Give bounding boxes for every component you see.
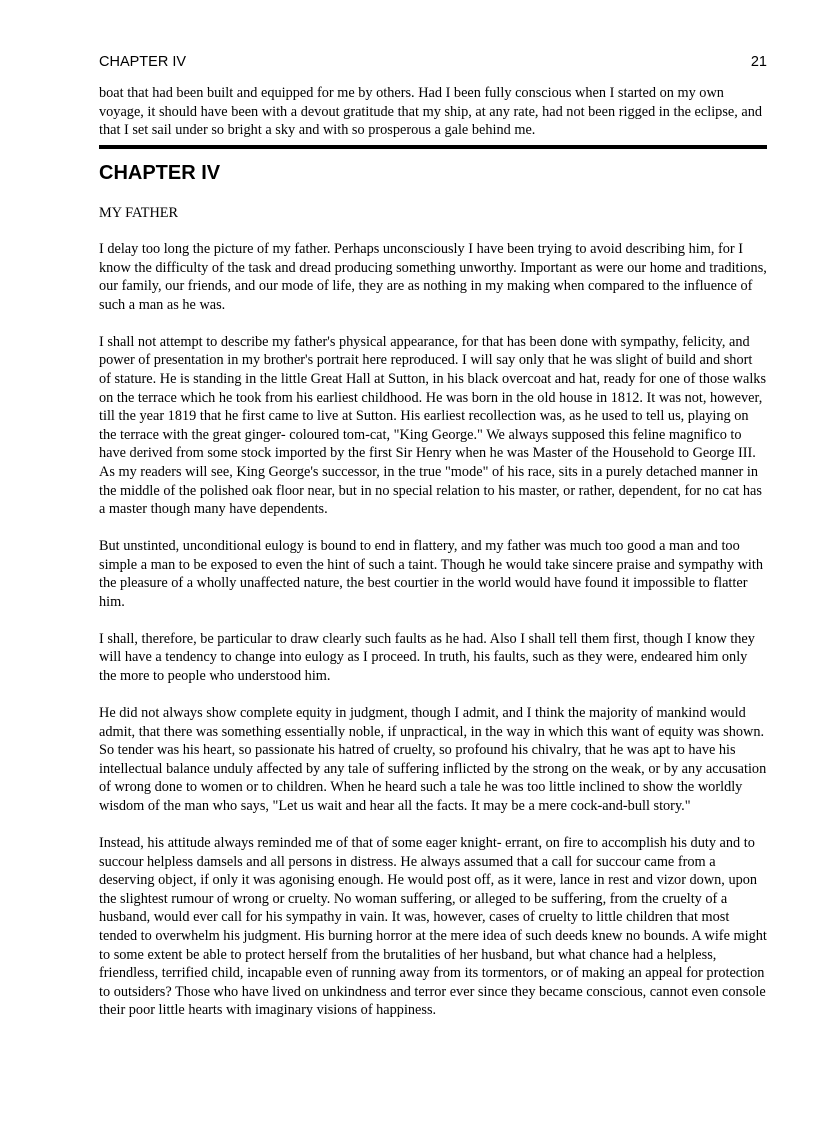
running-header (99, 52, 767, 72)
paragraph: He did not always show complete equity in judgment, though I admit, and I think the majority of mankind would admit, that there was something essentially noble, if unpractical, in the way in which this want of equity was shown. So tender was his heart, so passionate his hatred of cruelty, so profound his chivalry, that he was apt to have his intellectual balance unduly affected by any tale of suffering inflicted by the strong on the weak, or by any accusation of wrong done to women or to children. When he heard such a tale he was too little inclined to show the worldly wisdom of the man who says, "Let us wait and hear all the facts. It may be a mere cock-and-bull story." (99, 705, 767, 814)
chapter-body (99, 240, 767, 1038)
continuation-paragraph: boat that had been built and equipped for me by others. Had I been fully conscious when I started on my own voyage, it should have been with a devout gratitude that my ship, at any rate, had not been rigged in the eclipse, and that I set sail under so bright a sky and with so prosperous a gale behind me. (99, 85, 763, 139)
chapter-heading: CHAPTER IV (99, 162, 221, 184)
running-header-title: CHAPTER IV (99, 54, 187, 70)
paragraph: I shall, therefore, be particular to draw clearly such faults as he had. Also I shall tell them first, though I know they will have a tendency to change into eulogy as I proceed. In truth, his faults, such as they were, endeared him only the more to people who understood him. (99, 630, 755, 685)
paragraph: I delay too long the picture of my father. Perhaps unconsciously I have been trying to avoid describing him, for I know the difficulty of the task and dread producing something unworthy. Important as were our home and traditions, our family, our friends, and our mode of life, they are as nothing in my making when compared to the influence of such a man as he was. (99, 241, 767, 313)
paragraph: But unstinted, unconditional eulogy is bound to end in flattery, and my father was much too good a man and too simple a man to be exposed to even the hint of such a taint. Though he would take sincere praise and sympathy with the pleasure of a wholly unaffected nature, the best courtier in the world would have found it impossible to flatter him. (99, 538, 763, 610)
paragraph: I shall not attempt to describe my father's physical appearance, for that has been done with sympathy, felicity, and power of presentation in my brother's portrait here reproduced. I will say only that he was slight of build and short of stature. He is standing in the little Great Hall at Sutton, in his black overcoat and hat, ready for one of those walks on the terrace which he took from his earliest childhood. He was born in the old house in 1812. It was not, however, till the year 1819 that he first came to live at Sutton. His earliest recollection was, as he used to tell us, playing on the terrace with the great ginger- coloured tom-cat, "King George." We always supposed this feline magnifico to have derived from some stock imported by the first Sir Henry when he was Master of the Household to George III. As my readers will see, King George's successor, in the true "mode" of his race, sits in a purely detached manner in the middle of the polished oak floor near, but in no special relation to his master, or rather, dependent, for no cat has a master though many have dependents. (99, 333, 767, 518)
chapter-divider-rule (99, 145, 767, 149)
paragraph: Instead, his attitude always reminded me of that of some eager knight- errant, on fire to accomplish his duty and to succour helpless damsels and all persons in distress. He always assumed that a call for succour came from a deserving object, if only it was agonising enough. He would post off, as it were, lance in rest and vizor down, upon the slightest rumour of wrong or cruelty. No woman suffering, or alleged to be suffering, from the cruelty of a husband, would ever call for his sympathy in vain. It was, however, cases of cruelty to little children that most tended to overwhelm his judgment. His burning horror at the mere idea of such deeds knew no bounds. A wife might to some extent be able to protect herself from the brutalities of her husband, but what chance had a helpless, friendless, terrified child, incapable even of running away from its tormentors, or of making an appeal for protection to outsiders? Those who have lived on unkindness and terror ever since they became conscious, cannot even console their poor little hearts with imaginary visions of happiness. (99, 834, 767, 1019)
chapter-subtitle: MY FATHER (99, 205, 179, 221)
page-number: 21 (750, 54, 767, 70)
